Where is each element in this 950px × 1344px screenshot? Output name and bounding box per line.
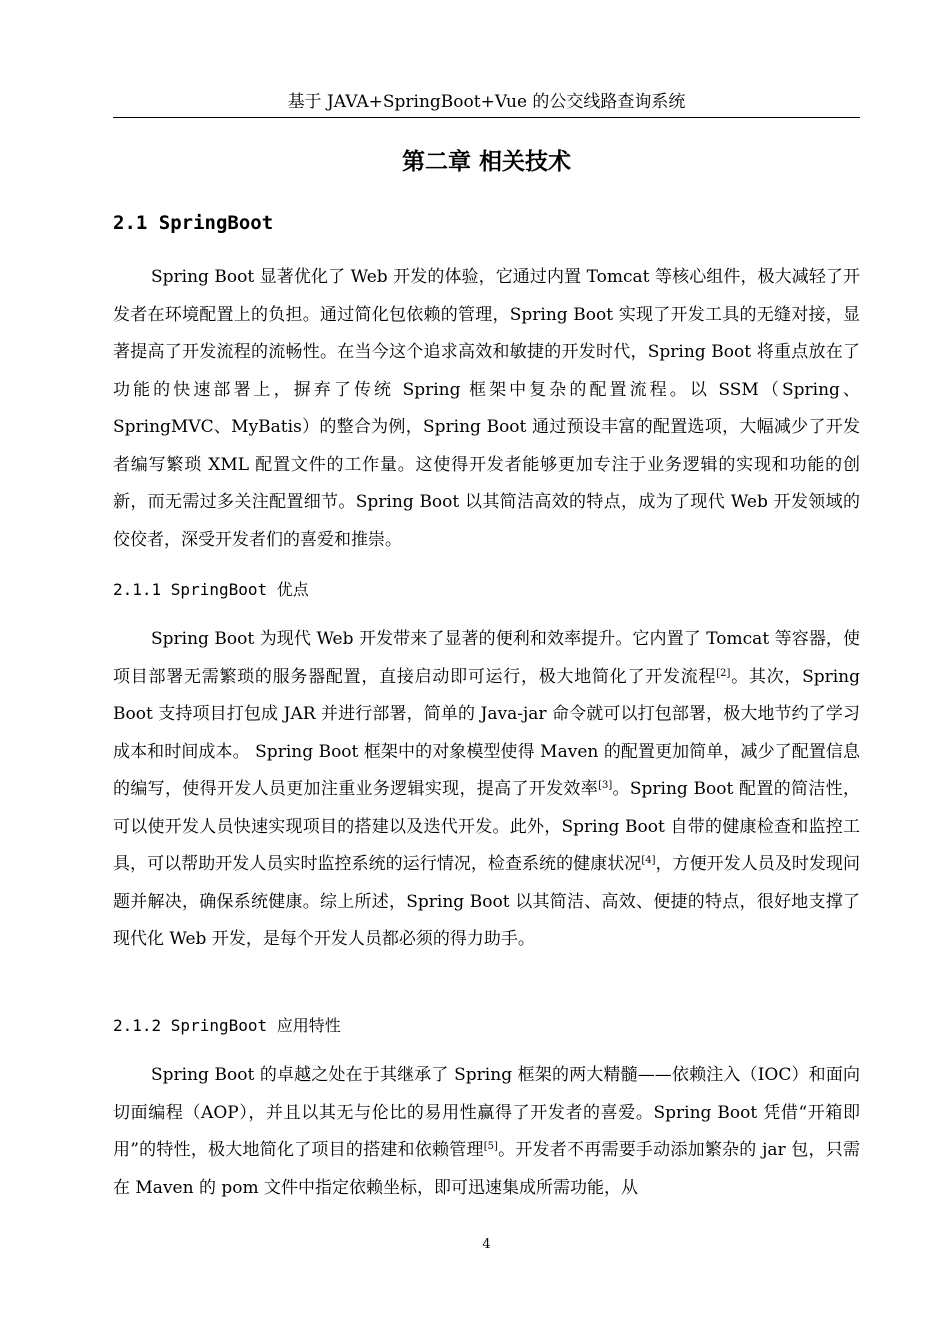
- section-heading-2-1-1: 2.1.1 SpringBoot 优点: [113, 580, 309, 599]
- paragraph-2-1: Spring Boot 显著优化了 Web 开发的体验，它通过内置 Tomcat 等核心组件，极大减轻了开发者在环境配置上的负担。通过简化包依赖的管理，Spring Boot 实现了开发工具的无缝对接，显著提高了开发流程的流畅性。在当今这个追求高效和敏捷的开发时代，Spring Boot 将重点放在了功能的快速部署上，摒弃了传统 Spring 框架中复杂的配置流程。以 SSM（Spring、SpringMVC、MyBatis）的整合为例，Spring Boot 通过预设丰富的配置选项，大幅减少了开发者编写繁琐 XML 配置文件的工作量。这使得开发者能够更加专注于业务逻辑的实现和功能的创新，而无需过多关注配置细节。Spring Boot 以其简洁高效的特点，成为了现代 Web 开发领域的佼佼者，深受开发者们的喜爱和推崇。: [113, 267, 860, 550]
- paragraph-text: Spring Boot 的卓越之处在于其继承了 Spring 框架的两大精髓——依赖注入（IOC）和面向切面编程（AOP），并且以其无与伦比的易用性赢得了开发者的喜爱。Spring Boot 凭借“开箱即用”的特性，极大地简化了项目的搭建和依赖管理: [113, 1065, 860, 1160]
- paragraph-2-1-2: [113, 1057, 860, 1207]
- citation: [2]: [716, 667, 731, 679]
- section-heading-2-1-2: 2.1.2 SpringBoot 应用特性: [113, 1016, 341, 1035]
- paragraph-text: ，方便开发人员及时发现问题并解决，确保系统健康。综上所述，Spring Boot 以其简洁、高效、便捷的特点，很好地支撑了现代化 Web 开发，是每个开发人员都必须的得力助手。: [113, 854, 861, 949]
- chapter-title: 第二章 相关技术: [401, 149, 571, 175]
- section-heading-2-1: 2.1 SpringBoot: [113, 212, 274, 234]
- paragraph-text: Spring Boot 为现代 Web 开发带来了显著的便利和效率提升。它内置了 Tomcat 等容器，使项目部署无需繁琐的服务器配置，直接启动即可运行，极大地简化了开发流程: [113, 629, 860, 687]
- page-number: 4: [482, 1237, 491, 1252]
- paragraph-text: 。其次，Spring Boot 支持项目打包成 JAR 并进行部署，简单的 Java-jar 命令就可以打包部署，极大地节约了学习成本和时间成本。 Spring Boot 框架中的对象模型使得 Maven 的配置更加简单，减少了配置信息的编写，使得开发人员更加注重业务逻辑实现，提高了开发效率: [113, 666, 860, 799]
- paragraph-text: 。Spring Boot 配置的简洁性，可以使开发人员快速实现项目的搭建以及迭代开发。此外，Spring Boot 自带的健康检查和监控工具，可以帮助开发人员实时监控系统的运行情况，检查系统的健康状况: [113, 779, 860, 874]
- citation: [3]: [598, 780, 613, 791]
- citation: [4]: [641, 855, 656, 866]
- paragraph-2-1-1: [113, 621, 860, 959]
- paragraph-text: 。开发者不再需要手动添加繁杂的 jar 包，只需在 Maven 的 pom 文件中指定依赖坐标，即可迅速集成所需功能，从: [113, 1140, 860, 1198]
- citation: [5]: [483, 1141, 498, 1152]
- header-rule: [113, 117, 860, 118]
- running-header: 基于 JAVA+SpringBoot+Vue 的公交线路查询系统: [287, 92, 686, 112]
